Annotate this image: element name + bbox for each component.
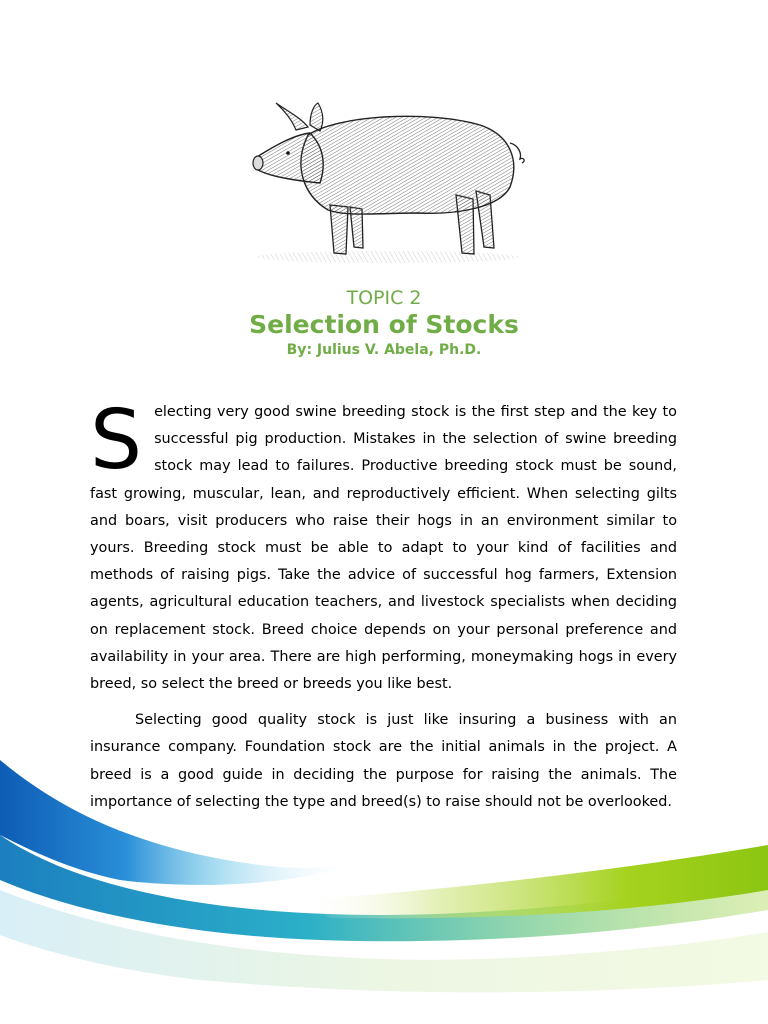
page-title: Selection of Stocks: [249, 310, 519, 339]
document-header: [0, 284, 768, 362]
author-byline: By: Julius V. Abela, Ph.D.: [286, 342, 482, 358]
paragraph-1: [90, 393, 677, 698]
article-body: [90, 393, 677, 816]
paragraph-1-text: electing very good swine breeding stock is the first step and the key to successful pig production. Mistakes in the selection of swine breeding stock may lead to failures. Productive breeding stock must be sound, fast growing, muscular, lean, and reproductively efficient. When selecting gilts and boars, visit producers who raise their hogs in an environment similar to yours. Breeding stock must be able to adapt to your kind of facilities and methods of raising pigs. Take the advice of successful hog farmers, Extension agents, agricultural education teachers, and livestock specialists when deciding on replacement stock. Breed choice depends on your personal preference and availability in your area. There are high performing, moneymaking hogs in every breed, so select the breed or breeds you like best.: [90, 404, 677, 693]
paragraph-2: Selecting good quality stock is just like insuring a business with an insurance company. Foundation stock are the initial animals in the project. A breed is a good guide in deciding the purpose for raising the animals. The importance of selecting the type and breed(s) to raise should not be overlooked.: [90, 712, 677, 810]
topic-label: TOPIC 2: [346, 287, 422, 309]
pig-illustration-icon: [248, 95, 528, 270]
drop-cap: S: [90, 393, 143, 488]
